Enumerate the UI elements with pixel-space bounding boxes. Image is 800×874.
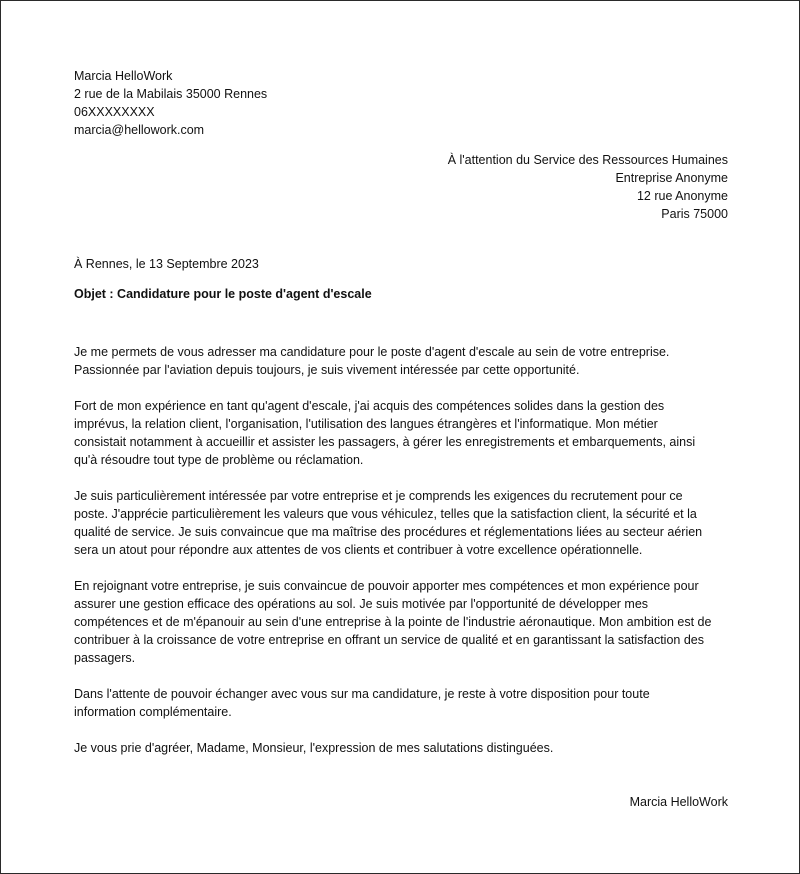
- paragraph-line: En rejoignant votre entreprise, je suis convaincue de pouvoir apporter mes compétences et mon expérience pour: [74, 579, 699, 593]
- paragraph-line: Fort de mon expérience en tant qu'agent d'escale, j'ai acquis des compétences solides dans la gestion des: [74, 399, 665, 413]
- sender-address: 2 rue de la Mabilais 35000 Rennes: [74, 87, 268, 101]
- paragraph-line: Je me permets de vous adresser ma candidature pour le poste d'agent d'escale au sein de votre entreprise.: [74, 345, 670, 359]
- recipient-company: Entreprise Anonyme: [615, 171, 728, 185]
- paragraph-line: qualité de service. Je suis convaincue que ma maîtrise des procédures et réglementations liées au secteur aérien: [74, 525, 703, 539]
- body-paragraph-1: [74, 343, 728, 379]
- paragraph-line: consistait notamment à accueillir et assister les passagers, à gérer les enregistrements et embarquements, ainsi: [74, 435, 696, 449]
- paragraph-line: poste. J'apprécie particulièrement les valeurs que vous véhiculez, telles que la satisfaction client, la sécurité et la: [74, 507, 697, 521]
- paragraph-line: information complémentaire.: [74, 705, 232, 719]
- signature: Marcia HelloWork: [629, 795, 728, 809]
- body-paragraph-2: [74, 397, 728, 469]
- body-paragraph-4: [74, 577, 728, 667]
- paragraph-line: qu'à résoudre tout type de problème ou réclamation.: [74, 453, 364, 467]
- closing-paragraph: [74, 739, 728, 757]
- paragraph-line: compétences et de m'épanouir au sein d'une entreprise à la pointe de l'industrie aéronautique. Mon ambition est de: [74, 615, 712, 629]
- paragraph-line: imprévus, la relation client, l'organisation, l'utilisation des langues étrangères et l'informatique. Mon métier: [74, 417, 658, 431]
- subject-line: Objet : Candidature pour le poste d'agent d'escale: [74, 287, 372, 301]
- sender-block: [74, 67, 728, 139]
- paragraph-line: contribuer à la croissance de votre entreprise en offrant un service de qualité et en garantissant la satisfaction des: [74, 633, 704, 647]
- recipient-city: Paris 75000: [661, 207, 728, 221]
- paragraph-line: sera un atout pour répondre aux attentes de vos clients et contribuer à votre excellence opérationnelle.: [74, 543, 643, 557]
- sender-name: Marcia HelloWork: [74, 69, 173, 83]
- paragraph-line: Passionnée par l'aviation depuis toujours, je suis vivement intéressée par cette opportunité.: [74, 363, 580, 377]
- paragraph-line: Dans l'attente de pouvoir échanger avec vous sur ma candidature, je reste à votre disposition pour toute: [74, 687, 650, 701]
- recipient-block: [74, 151, 728, 223]
- sender-email: marcia@hellowork.com: [74, 123, 205, 137]
- paragraph-line: Je suis particulièrement intéressée par votre entreprise et je comprends les exigences du recrutement pour ce: [74, 489, 683, 503]
- date-line: À Rennes, le 13 Septembre 2023: [74, 257, 259, 271]
- paragraph-line: assurer une gestion efficace des opérations au sol. Je suis motivée par l'opportunité de développer mes: [74, 597, 649, 611]
- recipient-street: 12 rue Anonyme: [636, 189, 728, 203]
- body-paragraph-3: [74, 487, 728, 559]
- sender-phone: 06XXXXXXXX: [74, 105, 155, 119]
- paragraph-line: Je vous prie d'agréer, Madame, Monsieur, l'expression de mes salutations distinguées.: [74, 741, 554, 755]
- body-paragraph-5: [74, 685, 728, 721]
- paragraph-line: passagers.: [74, 651, 136, 665]
- recipient-attention: À l'attention du Service des Ressources Humaines: [447, 153, 728, 167]
